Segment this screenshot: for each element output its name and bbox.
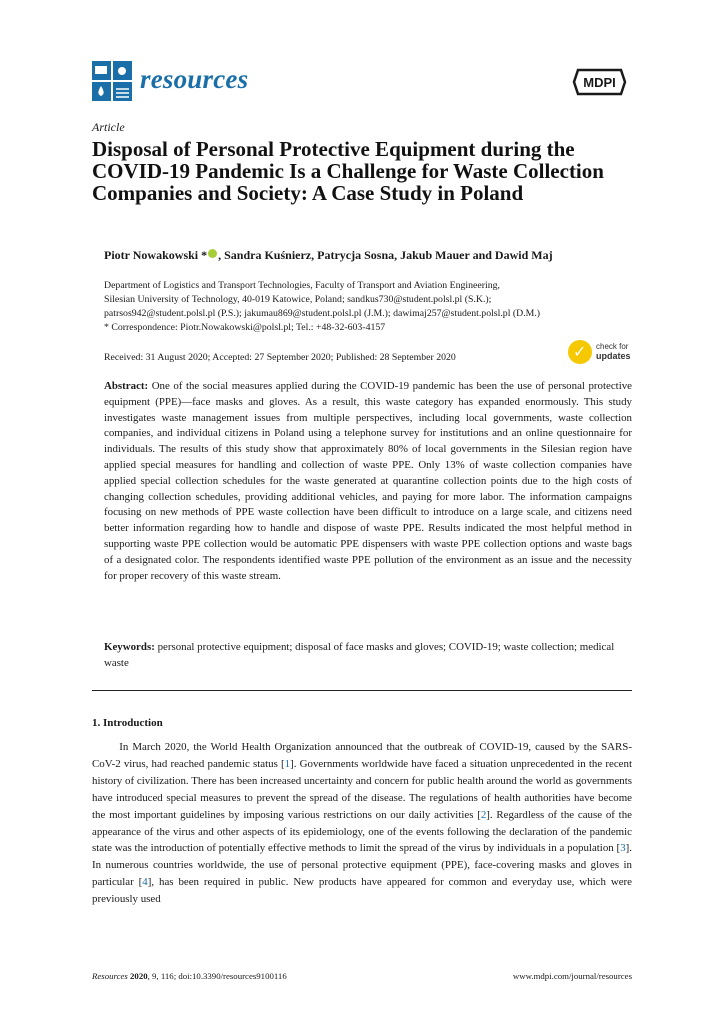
check-for-updates-badge[interactable] [568,340,638,366]
body-text: ]. Governments worldwide have faced a situation unprecedented in the recent history of civilization. There has been increased uncertainty and concern for public health around the world as governments have introduced special measures to prevent the spread of the disease. The regulations of health authorities have become the most important guidelines by imposing various restrictions on our daily activities [ [92,757,632,821]
check-label: check for [596,342,629,351]
author-list [104,248,553,263]
keywords [104,640,632,672]
check-icon: ✓ [568,340,592,364]
citation-link[interactable]: 3 [620,842,626,855]
resources-logo-icon [92,61,132,101]
correspondence-line: * Correspondence: Piotr.Nowakowski@polsl.pl; Tel.: +48-32-603-4157 [104,322,386,333]
affiliation-line: patrsos942@student.polsl.pl (P.S.); jakumau869@student.polsl.pl (J.M.); dawimaj257@student.polsl.pl (D.M.) [104,308,541,319]
citation-link[interactable]: 4 [142,876,148,889]
page-title: Disposal of Personal Protective Equipment during the COVID-19 Pandemic Is a Challenge for Waste Collection Companies and Society: A Case Study in Poland [92,137,604,205]
author-primary: Piotr Nowakowski * [104,248,208,262]
author-others: , Sandra Kuśnierz, Patrycja Sosna, Jakub Mauer and Dawid Maj [218,248,553,262]
citation-link[interactable]: 2 [480,808,487,821]
updates-label: updates [596,351,631,361]
body-text: ], has been required in public. New products have appeared for common and everyday use, which were previously used [92,876,632,906]
body-text: In March 2020, the World Health Organization announced that the outbreak of COVID-19, caused by the SARS-CoV-2 virus, had reached pandemic status [ [92,741,632,770]
footer-citation [92,971,287,981]
keywords-text: personal protective equipment; disposal of face masks and gloves; COVID-19; waste collection; medical waste [104,641,615,669]
body-paragraph [92,739,632,908]
abstract [104,379,632,584]
affiliation-line: Silesian University of Technology, 40-019 Katowice, Poland; sandkus730@student.polsl.pl (S.K.); [104,294,492,305]
abstract-text: One of the social measures applied during the COVID-19 pandemic has been the use of personal protective equipment (PPE)—face masks and gloves. As a result, this waste category has expanded enormously. This study investigates waste management issues from multiple perspectives, including local governments, waste collection companies, and individual citizens in Poland using a telephone survey for institutions and an online questionnaire for individuals. The results of this study show that approximately 80% of local governments in the Silesian region have applied special measures for handling and collection of waste PPE. Only 13% of waste collection companies have applied special collection schedules for the waste generated at quarantine collection points due to the high costs of changing collection schedules, providing additional vehicles, and paying for more labor. The information campaigns focusing on new methods of PPE waste collection have been difficult to introduce on a large scale, and citizens need better information regarding how to handle and dispose of waste PPE. Results indicated the most helpful method in supporting waste PPE collection would be automatic PPE dispensers with waste PPE collection options and waste bags of a designated color. The respondents identified waste PPE pollution of the environment as an issue and the necessity for proper recovery of this waste stream. [104,380,632,582]
affiliation [104,279,644,335]
divider [92,690,632,691]
body-text: ]. In numerous countries worldwide, the use of personal protective equipment (PPE), face-covering masks and gloves in particular [ [92,842,632,889]
article-type: Article [92,120,125,134]
keywords-label: Keywords: [104,641,155,653]
footer-year: 2020 [130,971,148,981]
orcid-icon[interactable] [208,249,217,258]
publication-dates: Received: 31 August 2020; Accepted: 27 September 2020; Published: 28 September 2020 [104,352,456,363]
publisher-name: MDPI [583,75,616,90]
section-heading: 1. Introduction [92,717,163,729]
body-text: ]. Regardless of the cause of the appearance of the virus and other aspects of its epidemiology, one of the events following the declaration of the pandemic state was the introduction of potentially effective methods to limit the spread of the virus by individuals in a population [ [92,808,632,855]
journal-name: resources [140,64,249,94]
citation-link[interactable]: 1 [284,757,291,770]
footer-doi: , 9, 116; doi:10.3390/resources9100116 [147,971,287,981]
footer-url[interactable]: www.mdpi.com/journal/resources [512,971,632,981]
mdpi-logo-icon [572,68,627,96]
abstract-label: Abstract: [104,380,149,392]
affiliation-line: Department of Logistics and Transport Technologies, Faculty of Transport and Aviation Engineering, [104,280,500,291]
footer-journal: Resources [92,971,128,981]
